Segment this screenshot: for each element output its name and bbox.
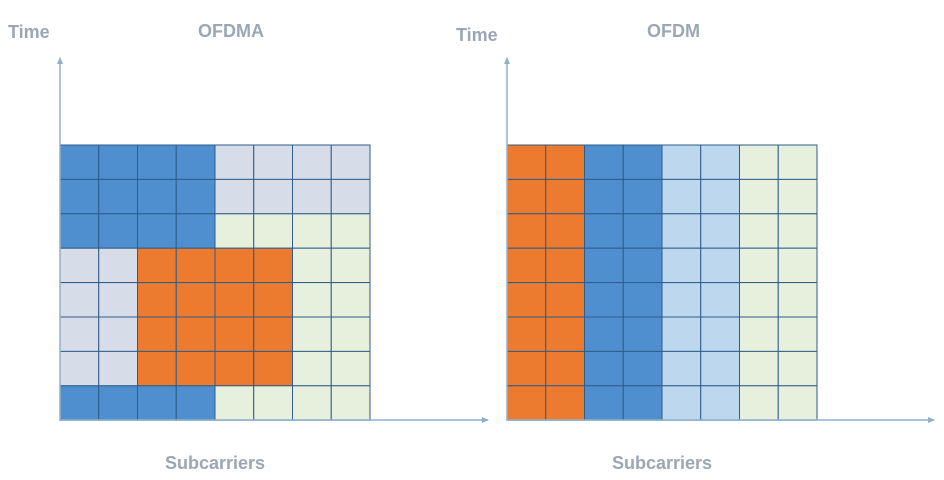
ofdma-cell-orange [254,317,293,351]
ofdm-cell-light-blue [662,179,701,213]
ofdm-time-axis-label: Time [456,25,498,45]
ofdma-cell-green [331,248,370,282]
ofdm-cell-light-blue [662,386,701,420]
ofdma-cell-green [254,386,293,420]
ofdma-cell-gray [60,248,99,282]
ofdma-cell-green [293,283,332,317]
ofdm-cell-orange [507,283,546,317]
ofdm-cell-blue [623,351,662,385]
ofdm-cell-light-blue [701,145,740,179]
ofdm-cell-green [778,179,817,213]
ofdma-cell-blue [138,179,177,213]
ofdma-cell-blue [138,145,177,179]
ofdm-cell-green [778,351,817,385]
ofdma-cell-gray [60,351,99,385]
ofdma-cell-blue [60,145,99,179]
ofdma-cell-orange [138,283,177,317]
ofdma-resource-grid [60,145,370,420]
ofdma-cell-blue [176,386,215,420]
ofdm-cell-orange [507,317,546,351]
ofdma-cell-gray [99,248,138,282]
ofdm-cell-green [740,386,779,420]
ofdm-resource-grid [507,145,817,420]
ofdm-subcarriers-label: Subcarriers [612,453,713,473]
ofdma-cell-blue [176,179,215,213]
ofdma-cell-gray [331,179,370,213]
ofdma-title: OFDMA [198,21,264,41]
ofdm-cell-light-blue [662,248,701,282]
ofdm-cell-blue [585,283,624,317]
ofdma-cell-blue [138,386,177,420]
ofdm-cell-orange [507,248,546,282]
ofdm-cell-orange [507,214,546,248]
ofdm-cell-orange [546,317,585,351]
ofdm-cell-orange [546,283,585,317]
ofdma-cell-green [331,214,370,248]
ofdm-cell-orange [546,214,585,248]
ofdma-cell-gray [60,317,99,351]
ofdm-cell-light-blue [662,283,701,317]
ofdma-cell-blue [60,179,99,213]
ofdma-cell-green [215,214,254,248]
ofdm-cell-blue [585,351,624,385]
ofdma-time-axis-label: Time [8,22,50,42]
ofdm-cell-orange [546,351,585,385]
ofdma-cell-gray [293,145,332,179]
ofdma-subcarriers-label: Subcarriers [165,453,266,473]
ofdm-cell-blue [623,248,662,282]
ofdma-cell-orange [215,248,254,282]
ofdma-cell-blue [176,214,215,248]
ofdm-cell-light-blue [701,351,740,385]
ofdma-cell-green [254,214,293,248]
ofdm-cell-blue [585,214,624,248]
ofdma-cell-gray [60,283,99,317]
ofdma-cell-blue [99,214,138,248]
ofdm-cell-green [740,248,779,282]
ofdm-cell-green [740,351,779,385]
ofdma-cell-green [293,351,332,385]
ofdm-cell-light-blue [662,145,701,179]
ofdm-cell-orange [546,386,585,420]
ofdm-cell-light-blue [701,386,740,420]
ofdma-cell-orange [254,351,293,385]
ofdm-cell-green [778,317,817,351]
ofdma-cell-gray [215,179,254,213]
ofdma-cell-green [215,386,254,420]
ofdma-cell-green [293,248,332,282]
ofdm-cell-blue [585,386,624,420]
ofdma-cell-blue [60,386,99,420]
ofdma-cell-blue [176,145,215,179]
ofdma-cell-orange [138,351,177,385]
ofdm-cell-orange [507,351,546,385]
ofdma-cell-orange [215,283,254,317]
ofdma-cell-orange [176,248,215,282]
ofdma-cell-green [293,317,332,351]
ofdma-cell-gray [331,145,370,179]
ofdma-cell-gray [99,351,138,385]
ofdma-cell-green [331,317,370,351]
ofdm-cell-light-blue [662,351,701,385]
ofdma-cell-orange [176,283,215,317]
ofdma-cell-orange [176,351,215,385]
ofdm-cell-light-blue [701,214,740,248]
ofdma-cell-blue [60,214,99,248]
ofdm-cell-orange [546,179,585,213]
ofdm-cell-blue [585,145,624,179]
ofdm-cell-light-blue [662,317,701,351]
ofdm-cell-green [778,283,817,317]
ofdma-cell-blue [99,145,138,179]
ofdm-cell-light-blue [701,179,740,213]
ofdm-cell-orange [507,386,546,420]
ofdm-cell-blue [623,145,662,179]
ofdm-cell-blue [623,283,662,317]
ofdm-cell-green [778,145,817,179]
ofdm-cell-green [778,248,817,282]
ofdma-cell-orange [215,317,254,351]
ofdma-cell-green [293,386,332,420]
ofdm-cell-orange [507,145,546,179]
ofdma-cell-gray [293,179,332,213]
ofdm-cell-blue [585,179,624,213]
ofdma-cell-orange [215,351,254,385]
ofdm-cell-green [740,214,779,248]
ofdm-cell-orange [546,145,585,179]
ofdma-cell-blue [99,179,138,213]
ofdm-cell-blue [623,317,662,351]
ofdm-cell-blue [623,179,662,213]
ofdma-cell-green [331,386,370,420]
ofdm-cell-light-blue [701,283,740,317]
ofdm-cell-green [778,214,817,248]
ofdm-cell-blue [623,214,662,248]
ofdma-cell-orange [254,248,293,282]
ofdm-cell-green [778,386,817,420]
ofdm-cell-light-blue [701,248,740,282]
ofdm-cell-light-blue [662,214,701,248]
ofdm-cell-orange [546,248,585,282]
ofdma-cell-green [293,214,332,248]
ofdma-cell-orange [138,248,177,282]
ofdm-cell-orange [507,179,546,213]
ofdm-cell-blue [623,386,662,420]
ofdm-cell-blue [585,317,624,351]
ofdm-cell-green [740,179,779,213]
ofdma-cell-blue [99,386,138,420]
ofdma-cell-gray [99,283,138,317]
ofdm-cell-green [740,145,779,179]
ofdma-cell-green [331,351,370,385]
ofdm-cell-green [740,283,779,317]
ofdma-cell-orange [176,317,215,351]
ofdma-cell-orange [254,283,293,317]
ofdm-title: OFDM [647,21,700,41]
ofdm-cell-blue [585,248,624,282]
ofdma-cell-orange [138,317,177,351]
ofdma-cell-green [331,283,370,317]
ofdma-cell-gray [254,145,293,179]
ofdma-cell-blue [138,214,177,248]
ofdma-cell-gray [215,145,254,179]
ofdm-cell-green [740,317,779,351]
ofdm-cell-light-blue [701,317,740,351]
ofdma-cell-gray [99,317,138,351]
ofdma-cell-gray [254,179,293,213]
